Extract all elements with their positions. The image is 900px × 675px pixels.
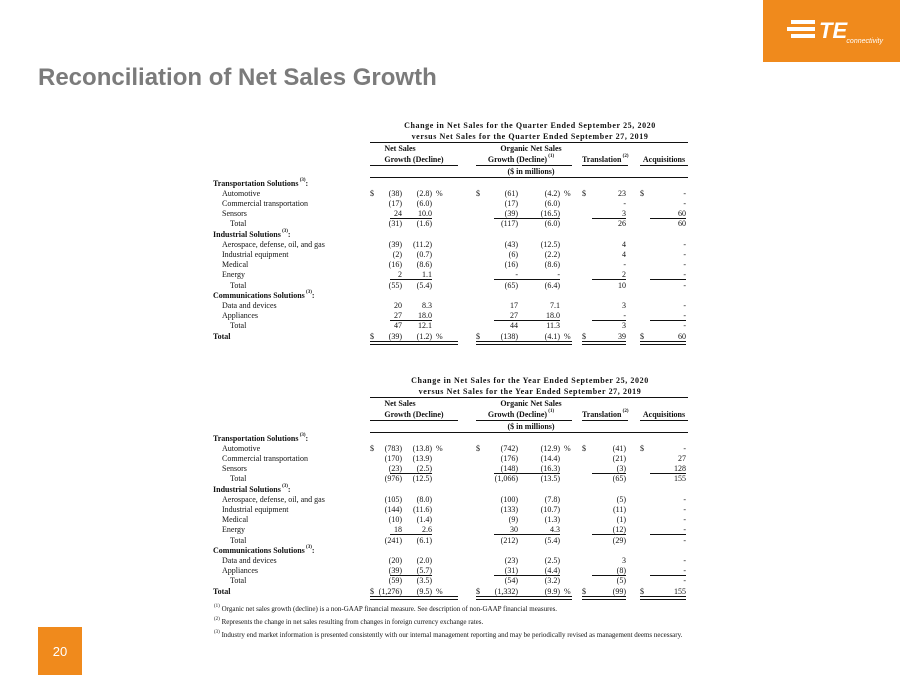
row-label: Total xyxy=(213,331,231,341)
net-sales-pct: 18.0 xyxy=(418,311,432,321)
heading-colon: : xyxy=(311,545,315,555)
row-label: Total xyxy=(230,474,247,484)
organic-value: (23) xyxy=(504,555,518,565)
segment-heading: Communications Solutions $^{(3)}$: xyxy=(213,289,315,300)
underline xyxy=(370,420,458,421)
underline xyxy=(370,177,688,178)
net-sales-pct: (8.0) xyxy=(416,494,432,504)
organic-value: (17) xyxy=(504,198,518,208)
organic-pct: (6.0) xyxy=(544,219,560,229)
organic-pct: (4.2) xyxy=(544,188,560,198)
currency-symbol: $ xyxy=(640,586,644,596)
table-caption: Change in Net Sales for the Quarter Ended September 25, 2020 xyxy=(404,121,656,130)
double-underline xyxy=(370,341,458,345)
organic-value: 17 xyxy=(510,300,518,310)
acquisitions-value: 60 xyxy=(678,209,686,219)
col-header-translation: Translation $^{(2)}$ xyxy=(582,409,629,419)
row-label: Total xyxy=(230,321,247,331)
net-sales-value: (170) xyxy=(384,453,402,463)
col-header-net-sales: Net Sales xyxy=(384,399,416,408)
organic-pct: (9.9) xyxy=(544,586,560,596)
translation-value: - xyxy=(623,311,626,321)
page-number: 20 xyxy=(52,644,68,659)
net-sales-pct: (2.5) xyxy=(416,464,432,474)
underline xyxy=(640,420,688,421)
organic-value: (54) xyxy=(504,576,518,586)
col-header-acquisitions: Acquisitions xyxy=(642,410,686,419)
percent-symbol: % xyxy=(564,331,571,341)
translation-value: 3 xyxy=(622,555,626,565)
organic-value: (43) xyxy=(504,239,518,249)
acquisitions-value: - xyxy=(683,515,686,525)
row-label: Data and devices xyxy=(222,555,277,565)
organic-value: (1,066) xyxy=(494,474,518,484)
organic-value: (1,332) xyxy=(494,586,518,596)
organic-pct: (16.3) xyxy=(540,464,560,474)
footnote xyxy=(214,604,694,614)
footnote xyxy=(214,630,694,640)
acquisitions-value: - xyxy=(683,260,686,270)
page-number-box xyxy=(38,627,82,675)
translation-value: (1) xyxy=(616,515,626,525)
acquisitions-value: 60 xyxy=(678,331,686,341)
currency-symbol: $ xyxy=(640,331,644,341)
row-label: Aerospace, defense, oil, and gas xyxy=(222,494,325,504)
units-label: ($ in millions) xyxy=(507,422,555,431)
organic-pct: (1.3) xyxy=(544,515,560,525)
heading-colon: : xyxy=(305,433,309,443)
organic-pct: (3.2) xyxy=(544,576,560,586)
organic-pct: 18.0 xyxy=(546,311,560,321)
acquisitions-value: - xyxy=(683,239,686,249)
currency-symbol: $ xyxy=(476,188,480,198)
footnote-mark: (1) xyxy=(214,604,220,609)
organic-pct: - xyxy=(557,270,560,280)
double-underline xyxy=(640,596,686,600)
logo-mark-text: TE xyxy=(819,18,848,43)
footnote-ref: (3) xyxy=(298,432,306,438)
organic-value: 27 xyxy=(510,311,518,321)
acquisitions-value: - xyxy=(683,270,686,280)
organic-pct: (14.4) xyxy=(540,453,560,463)
net-sales-pct: 10.0 xyxy=(418,209,432,219)
translation-value: 3 xyxy=(622,209,626,219)
organic-pct: (2.5) xyxy=(544,555,560,565)
acquisitions-value: - xyxy=(683,525,686,535)
organic-value: (100) xyxy=(500,494,518,504)
footnote-ref: (1) xyxy=(547,154,555,159)
net-sales-value: (16) xyxy=(388,260,402,270)
translation-value: 4 xyxy=(622,249,626,259)
organic-value: (133) xyxy=(500,504,518,514)
net-sales-value: 20 xyxy=(394,300,402,310)
net-sales-pct: (1.2) xyxy=(416,331,432,341)
translation-value: 39 xyxy=(618,331,626,341)
col-header-net-sales-2: Growth (Decline) xyxy=(384,410,444,419)
segment-heading: Industrial Solutions $^{(3)}$: xyxy=(213,483,291,494)
footnote-ref: (3) xyxy=(304,544,312,550)
organic-pct: 11.3 xyxy=(546,321,560,331)
organic-value: (31) xyxy=(504,566,518,576)
organic-pct: (7.8) xyxy=(544,494,560,504)
col-header-organic-2: Growth (Decline) $^{(1)}$ xyxy=(487,409,555,419)
segment-heading: Industrial Solutions $^{(3)}$: xyxy=(213,228,291,239)
row-label: Industrial equipment xyxy=(222,504,289,514)
translation-value: 10 xyxy=(618,280,626,290)
organic-value: (176) xyxy=(500,453,518,463)
organic-pct: (2.2) xyxy=(544,249,560,259)
net-sales-pct: (1.6) xyxy=(416,219,432,229)
net-sales-pct: (11.2) xyxy=(412,239,432,249)
net-sales-pct: (5.7) xyxy=(416,566,432,576)
currency-symbol: $ xyxy=(640,188,644,198)
organic-value: (6) xyxy=(508,249,518,259)
logo-subtitle: connectivity xyxy=(846,38,883,45)
acquisitions-value: 155 xyxy=(674,586,686,596)
organic-pct: (16.5) xyxy=(540,209,560,219)
percent-symbol: % xyxy=(436,443,443,453)
currency-symbol: $ xyxy=(476,331,480,341)
translation-value: (3) xyxy=(616,464,626,474)
organic-value: (9) xyxy=(508,515,518,525)
organic-value: (742) xyxy=(500,443,518,453)
net-sales-pct: (8.6) xyxy=(416,260,432,270)
net-sales-pct: 8.3 xyxy=(422,300,432,310)
organic-pct: (5.4) xyxy=(544,535,560,545)
net-sales-pct: (5.4) xyxy=(416,280,432,290)
acquisitions-value: - xyxy=(683,188,686,198)
net-sales-pct: (9.5) xyxy=(416,586,432,596)
organic-value: (138) xyxy=(500,331,518,341)
net-sales-value: (39) xyxy=(388,566,402,576)
translation-value: 3 xyxy=(622,321,626,331)
double-underline xyxy=(640,341,686,345)
net-sales-value: 27 xyxy=(394,311,402,321)
net-sales-pct: 2.6 xyxy=(422,525,432,535)
col-header-net-sales: Net Sales xyxy=(384,144,416,153)
row-label: Industrial equipment xyxy=(222,249,289,259)
acquisitions-value: - xyxy=(683,576,686,586)
segment-heading: Transportation Solutions $^{(3)}$: xyxy=(213,177,309,188)
underline xyxy=(640,165,688,166)
net-sales-value: (55) xyxy=(388,280,402,290)
row-label: Energy xyxy=(222,270,245,280)
double-underline xyxy=(476,341,572,345)
acquisitions-value: - xyxy=(683,494,686,504)
percent-symbol: % xyxy=(436,331,443,341)
net-sales-pct: (6.1) xyxy=(416,535,432,545)
col-header-organic-2: Growth (Decline) $^{(1)}$ xyxy=(487,154,555,164)
footnote-ref: (3) xyxy=(280,228,288,234)
translation-value: (41) xyxy=(612,443,626,453)
row-label: Total xyxy=(230,280,247,290)
acquisitions-value: - xyxy=(683,280,686,290)
organic-pct: (6.0) xyxy=(544,198,560,208)
net-sales-value: (59) xyxy=(388,576,402,586)
row-label: Energy xyxy=(222,525,245,535)
translation-value: 23 xyxy=(618,188,626,198)
footnote-ref: (2) xyxy=(621,154,629,159)
organic-value: (212) xyxy=(500,535,518,545)
net-sales-value: (17) xyxy=(388,198,402,208)
net-sales-value: (783) xyxy=(384,443,402,453)
net-sales-pct: (0.7) xyxy=(416,249,432,259)
net-sales-pct: (13.8) xyxy=(412,443,432,453)
heading-colon: : xyxy=(287,229,291,239)
heading-colon: : xyxy=(305,178,309,188)
acquisitions-value: - xyxy=(683,443,686,453)
net-sales-value: (241) xyxy=(384,535,402,545)
row-label: Commercial transportation xyxy=(222,453,308,463)
percent-symbol: % xyxy=(436,586,443,596)
footnote-ref: (1) xyxy=(547,409,555,414)
footnote-ref: (3) xyxy=(280,483,288,489)
translation-value: (21) xyxy=(612,453,626,463)
double-underline xyxy=(582,341,626,345)
organic-value: 44 xyxy=(510,321,518,331)
organic-pct: (12.5) xyxy=(540,239,560,249)
row-label: Total xyxy=(213,586,231,596)
footnote-ref: (2) xyxy=(621,409,629,414)
organic-pct: (12.9) xyxy=(540,443,560,453)
net-sales-value: (1,276) xyxy=(378,586,402,596)
organic-value: (16) xyxy=(504,260,518,270)
percent-symbol: % xyxy=(564,443,571,453)
acquisitions-value: - xyxy=(683,535,686,545)
row-label: Data and devices xyxy=(222,300,277,310)
row-label: Sensors xyxy=(222,464,247,474)
units-label: ($ in millions) xyxy=(507,167,555,176)
translation-value: 26 xyxy=(618,219,626,229)
row-label: Medical xyxy=(222,515,249,525)
underline xyxy=(370,165,458,166)
net-sales-value: (39) xyxy=(388,331,402,341)
underline xyxy=(582,165,628,166)
net-sales-pct: (11.6) xyxy=(412,504,432,514)
col-header-organic: Organic Net Sales xyxy=(500,399,562,408)
footnote-mark: (3) xyxy=(214,630,220,635)
net-sales-value: 18 xyxy=(394,525,402,535)
col-header-organic: Organic Net Sales xyxy=(500,144,562,153)
net-sales-value: (105) xyxy=(384,494,402,504)
underline xyxy=(370,432,688,433)
net-sales-pct: (6.0) xyxy=(416,198,432,208)
row-label: Total xyxy=(230,219,247,229)
net-sales-pct: (2.0) xyxy=(416,555,432,565)
organic-pct: (6.4) xyxy=(544,280,560,290)
row-label: Appliances xyxy=(222,311,258,321)
translation-value: - xyxy=(623,260,626,270)
organic-value: (117) xyxy=(500,219,518,229)
translation-value: 3 xyxy=(622,300,626,310)
double-underline xyxy=(370,596,458,600)
row-label: Automotive xyxy=(222,443,261,453)
translation-value: (11) xyxy=(612,504,626,514)
organic-pct: (13.5) xyxy=(540,474,560,484)
net-sales-value: (2) xyxy=(392,249,402,259)
row-label: Total xyxy=(230,535,247,545)
organic-pct: (8.6) xyxy=(544,260,560,270)
translation-value: (5) xyxy=(616,576,626,586)
organic-pct: 7.1 xyxy=(550,300,560,310)
translation-value: 4 xyxy=(622,239,626,249)
col-header-acquisitions: Acquisitions xyxy=(642,155,686,164)
row-label: Aerospace, defense, oil, and gas xyxy=(222,239,325,249)
row-label: Medical xyxy=(222,260,249,270)
currency-symbol: $ xyxy=(370,331,374,341)
currency-symbol: $ xyxy=(370,188,374,198)
table-caption-sub: versus Net Sales for the Year Ended September 27, 2019 xyxy=(418,387,642,396)
row-label: Sensors xyxy=(222,209,247,219)
translation-value: (12) xyxy=(612,525,626,535)
acquisitions-value: - xyxy=(683,504,686,514)
translation-value: (5) xyxy=(616,494,626,504)
currency-symbol: $ xyxy=(582,586,586,596)
acquisitions-value: - xyxy=(683,566,686,576)
net-sales-value: (23) xyxy=(388,464,402,474)
acquisitions-value: - xyxy=(683,311,686,321)
currency-symbol: $ xyxy=(370,443,374,453)
footnote-mark: (2) xyxy=(214,617,220,622)
row-label: Appliances xyxy=(222,566,258,576)
net-sales-pct: (13.9) xyxy=(412,453,432,463)
net-sales-value: (20) xyxy=(388,555,402,565)
page-title: Reconciliation of Net Sales Growth xyxy=(38,64,437,91)
net-sales-value: 24 xyxy=(394,209,402,219)
net-sales-pct: 12.1 xyxy=(418,321,432,331)
organic-pct: (4.4) xyxy=(544,566,560,576)
table-caption: Change in Net Sales for the Year Ended September 25, 2020 xyxy=(411,376,649,385)
organic-value: 30 xyxy=(510,525,518,535)
segment-heading: Communications Solutions $^{(3)}$: xyxy=(213,544,315,555)
footnote-ref: (3) xyxy=(298,177,306,183)
percent-symbol: % xyxy=(564,188,571,198)
acquisitions-value: 27 xyxy=(678,453,686,463)
net-sales-pct: 1.1 xyxy=(422,270,432,280)
organic-value: - xyxy=(515,270,518,280)
footnote-text: Represents the change in net sales resulting from changes in foreign currency exchange rates. xyxy=(219,618,484,626)
translation-value: (99) xyxy=(612,586,626,596)
acquisitions-value: - xyxy=(683,321,686,331)
organic-value: (39) xyxy=(504,209,518,219)
percent-symbol: % xyxy=(436,188,443,198)
currency-symbol: $ xyxy=(370,586,374,596)
translation-value: (29) xyxy=(612,535,626,545)
organic-value: (148) xyxy=(500,464,518,474)
footnote-text: Industry end market information is presented consistently with our internal management reporting and may be periodically revised as management deems necessary. xyxy=(219,631,683,639)
net-sales-pct: (2.8) xyxy=(416,188,432,198)
footnote-text: Organic net sales growth (decline) is a non-GAAP financial measure. See description of non-GAAP financial measures. xyxy=(219,605,558,613)
translation-value: 2 xyxy=(622,270,626,280)
net-sales-pct: (3.5) xyxy=(416,576,432,586)
col-header-translation: Translation $^{(2)}$ xyxy=(582,154,629,164)
translation-value: - xyxy=(623,198,626,208)
currency-symbol: $ xyxy=(476,443,480,453)
acquisitions-value: 155 xyxy=(674,474,686,484)
translation-value: (8) xyxy=(616,566,626,576)
organic-value: (61) xyxy=(504,188,518,198)
acquisitions-value: 128 xyxy=(674,464,686,474)
currency-symbol: $ xyxy=(640,443,644,453)
acquisitions-value: - xyxy=(683,198,686,208)
organic-pct: 4.3 xyxy=(550,525,560,535)
organic-pct: (10.7) xyxy=(540,504,560,514)
net-sales-value: (39) xyxy=(388,239,402,249)
currency-symbol: $ xyxy=(582,188,586,198)
double-underline xyxy=(582,596,626,600)
organic-pct: (4.1) xyxy=(544,331,560,341)
net-sales-pct: (12.5) xyxy=(412,474,432,484)
underline xyxy=(582,420,628,421)
table-caption-sub: versus Net Sales for the Quarter Ended September 27, 2019 xyxy=(411,132,649,141)
net-sales-value: (144) xyxy=(384,504,402,514)
heading-colon: : xyxy=(287,484,291,494)
currency-symbol: $ xyxy=(582,443,586,453)
net-sales-value: 47 xyxy=(394,321,402,331)
row-label: Total xyxy=(230,576,247,586)
net-sales-value: (38) xyxy=(388,188,402,198)
footnote xyxy=(214,617,694,627)
currency-symbol: $ xyxy=(476,586,480,596)
row-label: Commercial transportation xyxy=(222,198,308,208)
organic-value: (65) xyxy=(504,280,518,290)
net-sales-value: (976) xyxy=(384,474,402,484)
te-logo xyxy=(763,0,900,62)
col-header-net-sales-2: Growth (Decline) xyxy=(384,155,444,164)
acquisitions-value: 60 xyxy=(678,219,686,229)
footnote-ref: (3) xyxy=(304,289,312,295)
acquisitions-value: - xyxy=(683,300,686,310)
percent-symbol: % xyxy=(564,586,571,596)
double-underline xyxy=(476,596,572,600)
net-sales-value: (31) xyxy=(388,219,402,229)
acquisitions-value: - xyxy=(683,555,686,565)
net-sales-value: (10) xyxy=(388,515,402,525)
heading-colon: : xyxy=(311,290,315,300)
acquisitions-value: - xyxy=(683,249,686,259)
net-sales-value: 2 xyxy=(398,270,402,280)
segment-heading: Transportation Solutions $^{(3)}$: xyxy=(213,432,309,443)
row-label: Automotive xyxy=(222,188,261,198)
currency-symbol: $ xyxy=(582,331,586,341)
net-sales-pct: (1.4) xyxy=(416,515,432,525)
translation-value: (65) xyxy=(612,474,626,484)
